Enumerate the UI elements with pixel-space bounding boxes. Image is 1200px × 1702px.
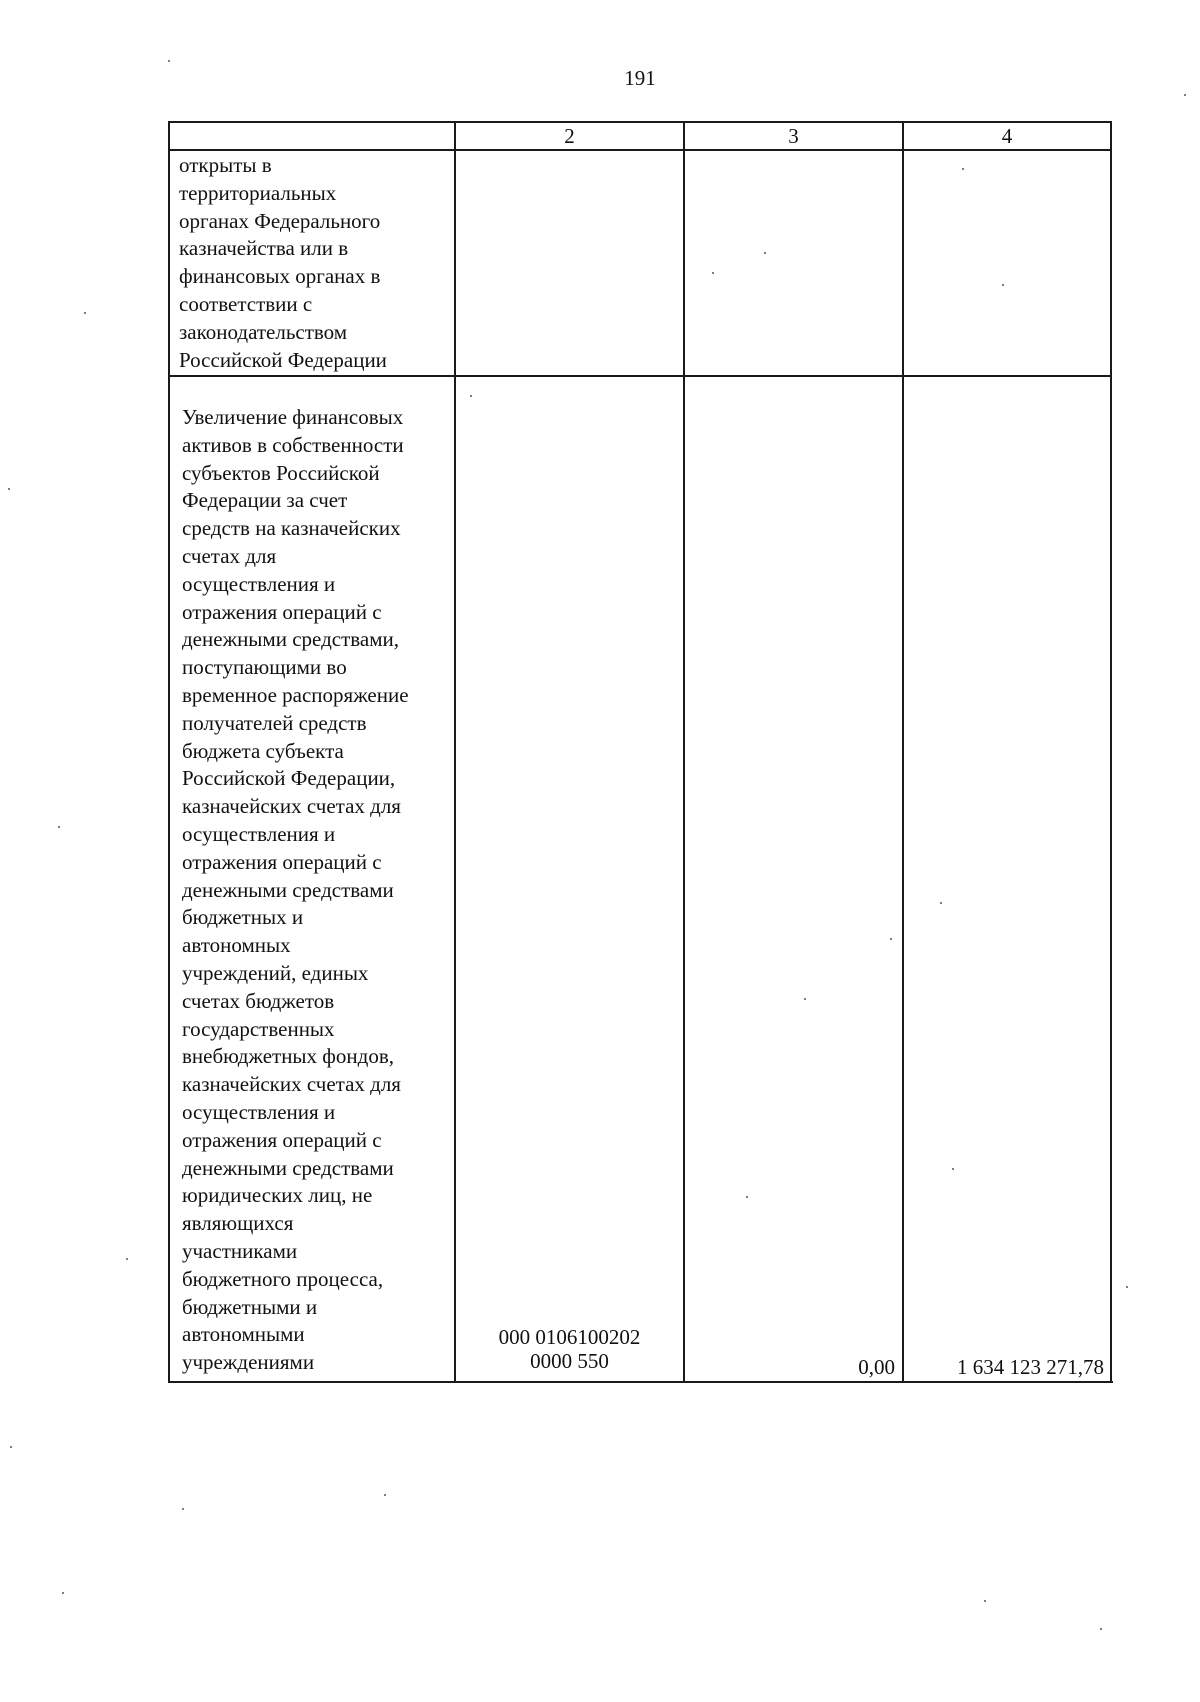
row-2-name-line: временное распоряжение <box>182 682 409 707</box>
scan-speck <box>1100 1628 1102 1630</box>
row-2-name-line: осуществления и <box>182 821 336 846</box>
row-2-name-line: Увеличение финансовых <box>182 405 404 429</box>
scan-speck <box>746 1196 748 1198</box>
row-1-name-line: открыты в <box>179 153 272 177</box>
scan-speck <box>952 1168 954 1170</box>
row-2-name-line: юридических лиц, не <box>182 1183 373 1208</box>
row-2-name-line: бюджетными и <box>182 1294 318 1319</box>
row-2-name-line: являющихся <box>182 1211 294 1236</box>
scan-speck <box>58 826 60 828</box>
row-2-name-line: автономных <box>182 933 291 958</box>
row-2-name-line: получателей средств <box>182 710 367 735</box>
row-2-name-line: государственных <box>182 1016 335 1041</box>
row-2-name-line: автономными <box>182 1322 305 1347</box>
row-2-name-line: отражения операций с <box>182 599 382 624</box>
row-2-col4-value: 1 634 123 271,78 <box>957 1355 1104 1379</box>
scan-speck <box>10 1446 12 1448</box>
row-2-name-line: бюджетного процесса, <box>182 1266 384 1291</box>
row-1-name-line: законодательством <box>179 319 348 344</box>
row-2-code-cell <box>456 1325 683 1373</box>
table-col-divider-1 <box>454 121 456 1383</box>
row-2-name-line: поступающими во <box>182 655 347 680</box>
column-header-4: 4 <box>1001 124 1013 148</box>
row-2-name-line: денежными средствами <box>182 1155 394 1180</box>
row-2-name-line: учреждениями <box>182 1350 315 1375</box>
scan-speck <box>8 488 10 490</box>
row-1-name-line: территориальных <box>179 180 337 205</box>
row-2-name-line: бюджета субъекта <box>182 738 344 763</box>
scan-speck <box>890 938 892 940</box>
row-1-name-line: органах Федерального <box>179 208 381 233</box>
table-bottom-border <box>170 1381 1113 1383</box>
scan-speck <box>84 312 86 314</box>
row-2-name-line: отражения операций с <box>182 1127 382 1152</box>
row-2-name-line: внебюджетных фондов, <box>182 1044 394 1069</box>
column-header-2: 2 <box>564 124 575 148</box>
column-header-3: 3 <box>788 124 799 148</box>
row-2-name-line: средств на казначейских <box>182 516 401 541</box>
row-2-code-line: 000 0106100202 <box>498 1325 641 1349</box>
row-1-name-line: Российской Федерации <box>179 347 387 372</box>
row-2-name-line: отражения операций с <box>182 849 382 874</box>
page-number: 191 <box>624 66 656 90</box>
scan-speck <box>712 272 714 274</box>
scan-speck <box>1126 1286 1128 1288</box>
row-2-name-line: Российской Федерации, <box>182 766 396 791</box>
row-2-name-line: денежными средствами, <box>182 627 399 652</box>
table-col-divider-3 <box>902 121 904 1383</box>
row-2-name-line: денежными средствами <box>182 877 394 902</box>
table-right-border <box>1110 121 1112 1383</box>
scan-speck <box>62 1592 64 1594</box>
scan-speck <box>962 168 964 170</box>
scan-speck <box>1184 94 1186 96</box>
scan-speck <box>764 252 766 254</box>
row-2-name-line: казначейских счетах для <box>182 1072 401 1097</box>
scan-speck <box>804 998 806 1000</box>
row-2-name-line: бюджетных и <box>182 905 304 930</box>
row-2-name-line: субъектов Российской <box>182 460 380 485</box>
scan-speck <box>940 902 942 904</box>
table-col-divider-2 <box>683 121 685 1383</box>
row-2-name-cell <box>182 404 409 1377</box>
row-2-name-line: осуществления и <box>182 571 336 596</box>
table-top-border <box>168 121 1111 123</box>
table-row-divider <box>168 375 1111 377</box>
scan-speck <box>984 1600 986 1602</box>
row-2-name-line: Федерации за счет <box>182 488 348 513</box>
scan-speck <box>126 1258 128 1260</box>
row-2-name-line: счетах бюджетов <box>182 988 335 1013</box>
row-2-code-line: 0000 550 <box>530 1349 609 1373</box>
row-2-col3-value: 0,00 <box>858 1355 895 1379</box>
row-1-name-line: соответствии с <box>179 291 313 316</box>
scan-speck <box>1002 284 1004 286</box>
scan-speck <box>384 1494 386 1496</box>
row-2-name-line: активов в собственности <box>182 432 404 457</box>
row-1-name-line: казначейства или в <box>179 236 349 261</box>
table-header-divider <box>168 149 1111 151</box>
row-1-name-line: финансовых органах в <box>179 264 381 289</box>
scan-speck <box>182 1508 184 1510</box>
table-left-border <box>168 121 170 1383</box>
row-2-name-line: учреждений, единых <box>182 960 369 985</box>
row-1-name-cell <box>179 152 387 374</box>
row-2-name-line: осуществления и <box>182 1099 336 1124</box>
scan-speck <box>470 395 472 397</box>
row-2-name-line: казначейских счетах для <box>182 794 401 819</box>
row-2-name-line: участниками <box>182 1238 298 1263</box>
scan-speck <box>168 60 170 62</box>
row-2-name-line: счетах для <box>182 543 277 568</box>
